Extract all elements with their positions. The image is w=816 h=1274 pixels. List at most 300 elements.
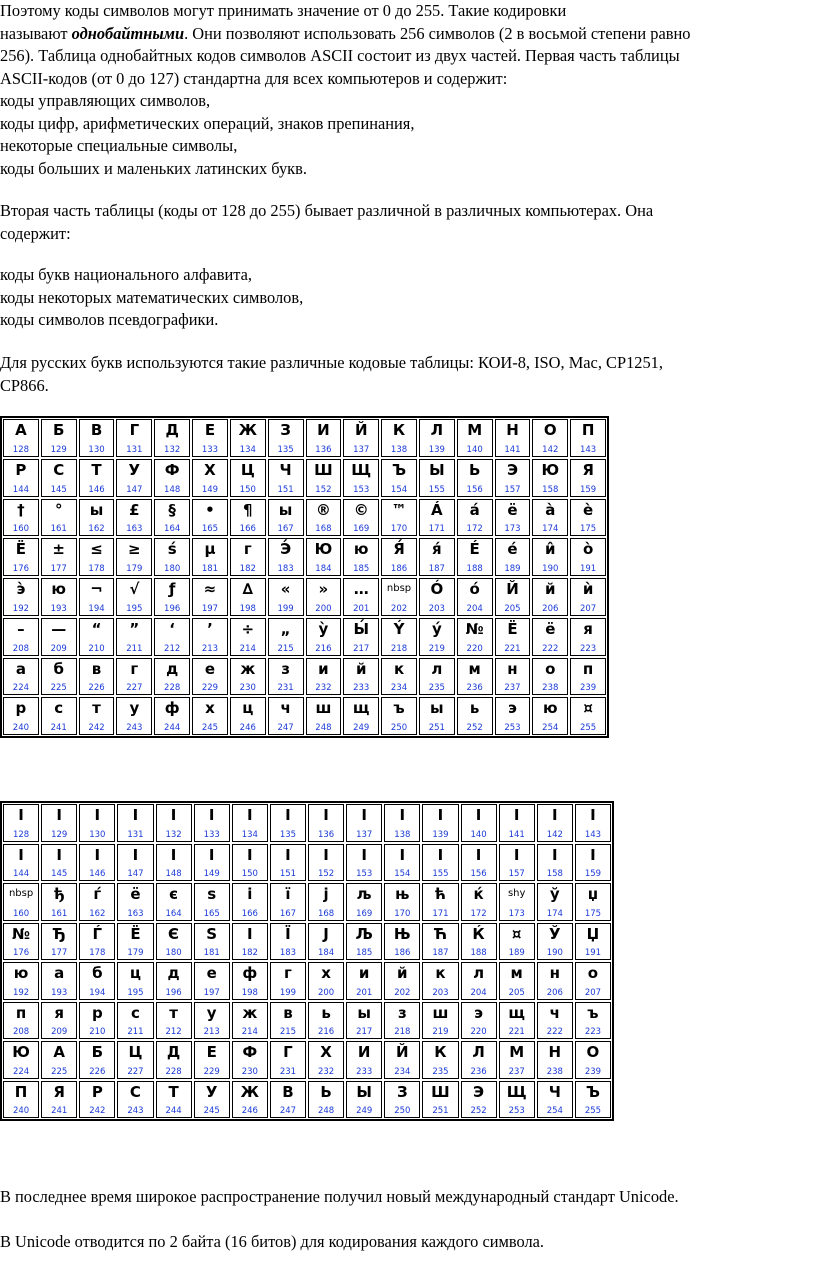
cell-code: 152 xyxy=(317,869,335,879)
table-cell xyxy=(306,658,342,696)
cell-code: 195 xyxy=(126,603,143,614)
cell-character: Р xyxy=(15,460,27,479)
table-cell xyxy=(384,962,420,1000)
cell-character: Њ xyxy=(393,924,411,943)
table-cell xyxy=(346,844,382,882)
cell-code: 196 xyxy=(165,987,182,998)
table-cell xyxy=(192,499,228,537)
cell-character: Э́ xyxy=(280,540,292,559)
cell-character: I xyxy=(247,806,253,824)
cell-code: 238 xyxy=(546,1066,563,1077)
cell-character: ь xyxy=(321,1003,331,1022)
cell-code: 155 xyxy=(432,869,449,879)
cell-character: е xyxy=(206,964,217,982)
cell-code: 160 xyxy=(12,524,30,535)
unicode-paragraph-1: В последнее время широкое распространение получил новый международный стандарт Unicode. xyxy=(0,1187,679,1206)
cell-character: И xyxy=(317,421,330,439)
cell-character: Ќ xyxy=(472,924,485,943)
cell-code: 193 xyxy=(51,987,68,998)
table-cell xyxy=(230,459,266,497)
table-cell xyxy=(343,618,379,656)
cell-character: I xyxy=(323,806,329,824)
cell-character: Ь xyxy=(468,460,481,479)
cell-code: 202 xyxy=(390,603,408,614)
table-cell xyxy=(308,962,344,1000)
table-cell xyxy=(3,618,39,656)
part2-line-2: содержит: xyxy=(0,223,71,243)
table-cell xyxy=(79,419,115,457)
cell-code: 189 xyxy=(508,948,525,958)
cell-character: й xyxy=(355,659,367,678)
table-cell xyxy=(3,962,39,1000)
cell-code: 135 xyxy=(277,444,294,455)
cell-character: Ы xyxy=(356,1082,372,1101)
cell-character: † xyxy=(17,500,25,519)
cell-character: ý xyxy=(431,619,442,638)
cell-character: № xyxy=(12,924,31,943)
cell-code: 194 xyxy=(89,987,106,998)
table-cell xyxy=(41,962,77,1000)
cell-character: Р xyxy=(91,1082,103,1101)
cell-character: я xyxy=(583,619,593,638)
table-cell xyxy=(308,883,344,921)
table-cell xyxy=(461,844,497,882)
cell-code: 153 xyxy=(353,484,370,495)
cell-character: А xyxy=(53,1043,65,1061)
unicode-paragraph-2: В Unicode отводится по 2 байта (16 битов) для кодирования каждого символа. xyxy=(0,1232,545,1251)
table-cell xyxy=(156,844,192,882)
cell-code: 191 xyxy=(579,564,597,574)
table-cell xyxy=(499,1041,535,1079)
cell-code: 131 xyxy=(127,829,144,840)
cell-character: ћ xyxy=(434,885,446,903)
cell-character: С xyxy=(53,460,65,479)
cell-code: 212 xyxy=(164,643,181,654)
table-cell xyxy=(156,1002,192,1040)
cell-character: Ю xyxy=(541,460,560,479)
cell-character: А xyxy=(15,421,27,439)
cell-character: I xyxy=(170,845,177,864)
table-cell xyxy=(384,1002,420,1040)
table-cell xyxy=(156,1081,192,1119)
cell-code: 142 xyxy=(546,829,563,840)
cell-code: 255 xyxy=(584,1106,602,1116)
cell-character: р xyxy=(15,699,27,718)
cell-code: 215 xyxy=(279,1027,297,1037)
cell-character: Д xyxy=(166,1043,181,1061)
table-cell xyxy=(495,618,531,656)
table-cell xyxy=(116,538,152,576)
cell-character: I xyxy=(475,806,482,824)
cell-code: 138 xyxy=(394,829,411,840)
table-cell xyxy=(308,1081,344,1119)
code-table-2 xyxy=(0,801,614,1121)
table-cell xyxy=(232,962,268,1000)
cell-code: 234 xyxy=(394,1066,411,1077)
cell-character: Х xyxy=(204,460,216,479)
cell-character: ш xyxy=(315,699,332,718)
cell-character: В xyxy=(282,1082,294,1101)
table-cell xyxy=(194,804,230,842)
table-cell xyxy=(537,962,573,1000)
cell-character: Ц xyxy=(128,1043,143,1061)
cell-code: 180 xyxy=(164,564,181,574)
cell-character: К xyxy=(392,421,406,439)
table-cell xyxy=(192,697,228,735)
table-cell xyxy=(154,578,190,616)
cell-code: 224 xyxy=(12,683,30,694)
table-cell xyxy=(495,697,531,735)
cell-code: 254 xyxy=(546,1106,563,1116)
table-cell xyxy=(156,1041,192,1079)
cell-character: I xyxy=(247,845,253,864)
table-cell xyxy=(41,697,77,735)
cell-code: 182 xyxy=(241,948,258,958)
cell-code: 143 xyxy=(579,444,597,455)
table-cell xyxy=(532,618,568,656)
cell-code: 228 xyxy=(165,1066,182,1077)
cell-character: Е xyxy=(206,1043,217,1061)
table-cell xyxy=(575,1041,611,1079)
table-cell xyxy=(381,459,417,497)
cell-code: 168 xyxy=(317,908,335,919)
cell-character: я́ xyxy=(432,540,442,559)
table-cell xyxy=(268,419,304,457)
cell-character: ó xyxy=(469,580,480,598)
table-cell xyxy=(268,459,304,497)
cell-character: ѝ xyxy=(582,580,594,598)
table-cell xyxy=(41,923,77,961)
cell-code: 170 xyxy=(394,908,411,919)
cell-code: 146 xyxy=(88,484,105,495)
cell-code: 130 xyxy=(89,829,106,840)
cell-code: 190 xyxy=(542,564,559,574)
table-cell xyxy=(422,1002,458,1040)
cell-character: s xyxy=(207,885,217,903)
table-cell xyxy=(116,499,152,537)
cell-code: 162 xyxy=(88,524,105,535)
table-cell xyxy=(495,538,531,576)
cell-code: 142 xyxy=(542,444,559,455)
cell-character: а xyxy=(15,659,26,678)
intro-line-2 xyxy=(0,23,812,46)
table-cell xyxy=(343,578,379,616)
cell-code: 178 xyxy=(88,564,105,574)
cell-code: 165 xyxy=(201,524,219,535)
cell-code: 251 xyxy=(432,1106,449,1116)
table-cell xyxy=(457,419,493,457)
cell-code: 209 xyxy=(51,1027,68,1037)
cell-character: л xyxy=(473,964,485,982)
table-cell xyxy=(422,844,458,882)
cell-code: 242 xyxy=(88,723,105,733)
cell-code: 201 xyxy=(356,987,373,998)
table-cell xyxy=(346,804,382,842)
table-cell xyxy=(194,1002,230,1040)
table-cell xyxy=(116,419,152,457)
cell-character: • xyxy=(205,500,215,519)
cell-character: I xyxy=(590,845,596,864)
cell-code: 227 xyxy=(127,1066,144,1077)
cell-code: 231 xyxy=(279,1066,297,1077)
cell-code: 217 xyxy=(356,1027,373,1037)
cell-code: 237 xyxy=(508,1066,525,1077)
cell-character: Ў xyxy=(549,924,561,943)
cell-code: 169 xyxy=(356,908,373,919)
table-cell xyxy=(306,618,342,656)
cell-character: б xyxy=(92,964,103,982)
table-cell xyxy=(457,697,493,735)
cell-character: Л xyxy=(472,1043,485,1061)
table-cell xyxy=(381,618,417,656)
cell-code: 154 xyxy=(390,484,408,495)
cell-character: н xyxy=(507,659,518,678)
table-cell xyxy=(79,1081,115,1119)
encodings-line-1: Для русских букв используются такие различные кодовые таблицы: КОИ-8, ISO, Mac, CP1251, xyxy=(0,353,663,372)
cell-code: 171 xyxy=(432,908,449,919)
table-cell xyxy=(3,1081,39,1119)
table-cell xyxy=(419,499,455,537)
cell-character: nbsp xyxy=(8,888,34,899)
table-cell xyxy=(461,923,497,961)
list-item: коды букв национального алфавита, xyxy=(0,265,252,284)
table-cell xyxy=(495,578,531,616)
cell-character: ы xyxy=(430,699,444,718)
cell-code: 149 xyxy=(203,869,220,879)
cell-code: 159 xyxy=(579,484,597,495)
cell-character: I xyxy=(56,806,62,824)
table-cell xyxy=(3,419,39,457)
cell-code: 249 xyxy=(353,723,370,733)
table-cell xyxy=(537,923,573,961)
cell-character: I xyxy=(132,845,139,864)
table-cell xyxy=(192,578,228,616)
table-cell xyxy=(41,419,77,457)
table-cell xyxy=(268,658,304,696)
table-cell xyxy=(495,459,531,497)
cell-character: х xyxy=(205,699,215,718)
table-cell xyxy=(570,578,606,616)
table-cell xyxy=(79,923,115,961)
cell-character: М xyxy=(509,1043,525,1061)
cell-code: 172 xyxy=(466,524,483,535)
cell-code: 164 xyxy=(165,908,182,919)
table-cell xyxy=(79,804,115,842)
cell-character: э̀ xyxy=(16,580,26,598)
table-cell xyxy=(495,658,531,696)
cell-character: з xyxy=(281,659,290,678)
cell-character: √ xyxy=(129,580,140,598)
table-cell xyxy=(117,923,153,961)
cell-character: I xyxy=(56,845,62,864)
cell-code: 160 xyxy=(12,908,30,919)
cell-code: 130 xyxy=(88,444,105,455)
table-cell xyxy=(268,499,304,537)
cell-character: и̂ xyxy=(545,540,556,559)
cell-character: é xyxy=(507,540,518,559)
cell-character: п xyxy=(15,1003,27,1022)
cell-character: Ё xyxy=(130,924,141,943)
cell-character: ъ xyxy=(393,699,405,718)
cell-code: 154 xyxy=(394,869,411,879)
cell-code: 209 xyxy=(50,643,67,654)
cell-code: 220 xyxy=(470,1027,487,1037)
cell-character: л xyxy=(431,659,443,678)
table-cell xyxy=(117,844,153,882)
cell-character: Ы xyxy=(429,460,445,479)
table-cell xyxy=(194,1041,230,1079)
cell-code: 216 xyxy=(315,643,332,654)
table-cell xyxy=(499,1002,535,1040)
table-cell xyxy=(532,459,568,497)
table-cell xyxy=(117,1041,153,1079)
cell-character: I xyxy=(361,806,367,824)
table-cell xyxy=(537,844,573,882)
cell-character: Ъ xyxy=(391,460,407,479)
table-cell xyxy=(306,697,342,735)
cell-code: 248 xyxy=(317,1106,335,1116)
table-cell xyxy=(192,459,228,497)
cell-code: 141 xyxy=(508,829,525,840)
cell-character: П xyxy=(581,421,595,439)
cell-character: à xyxy=(545,500,556,519)
table-cell xyxy=(3,459,39,497)
intro-line-3: 256). Таблица однобайтных кодов символов ASCII состоит из двух частей. Первая часть таблицы xyxy=(0,46,680,65)
table-cell xyxy=(79,697,115,735)
cell-code: 162 xyxy=(89,908,106,919)
cell-code: 128 xyxy=(12,444,30,455)
cell-code: 212 xyxy=(165,1027,182,1037)
cell-code: 146 xyxy=(89,869,106,879)
table-cell xyxy=(3,538,39,576)
cell-code: 199 xyxy=(279,987,297,998)
cell-code: 189 xyxy=(504,564,521,574)
cell-code: 148 xyxy=(165,869,182,879)
table-cell xyxy=(461,1081,497,1119)
cell-code: 140 xyxy=(466,444,483,455)
cell-character: Э xyxy=(473,1082,485,1101)
cell-character: ў xyxy=(549,885,560,903)
table-cell xyxy=(270,804,306,842)
cell-code: 208 xyxy=(12,1027,30,1037)
table-cell xyxy=(116,697,152,735)
table-cell xyxy=(230,658,266,696)
table-cell xyxy=(230,499,266,537)
table-cell xyxy=(419,578,455,616)
cell-character: § xyxy=(168,500,176,519)
cell-character: Я́ xyxy=(393,540,405,559)
table-cell xyxy=(117,804,153,842)
table-cell xyxy=(575,844,611,882)
cell-character: « xyxy=(280,580,291,598)
cell-code: 203 xyxy=(432,987,449,998)
cell-character: I xyxy=(552,806,558,824)
cell-character: є xyxy=(169,885,179,903)
cell-code: 216 xyxy=(317,1027,335,1037)
cell-character: Ь xyxy=(320,1082,332,1101)
cell-character: ° xyxy=(54,500,63,519)
table-cell xyxy=(422,923,458,961)
cell-code: 245 xyxy=(203,1106,220,1116)
table-cell xyxy=(3,1002,39,1040)
cell-character: б xyxy=(53,659,64,678)
intro-line-4: ASCII-кодов (от 0 до 127) стандартна для всех компьютеров и содержит: xyxy=(0,68,508,88)
table-cell xyxy=(384,1081,420,1119)
table-cell xyxy=(461,1002,497,1040)
cell-character: э xyxy=(474,1003,484,1022)
cell-code: 210 xyxy=(88,643,105,654)
cell-code: 161 xyxy=(50,524,67,535)
cell-code: 229 xyxy=(203,1066,220,1077)
cell-code: 254 xyxy=(542,723,559,733)
cell-character: Ж xyxy=(238,421,257,439)
cell-code: 253 xyxy=(504,723,521,733)
table-cell xyxy=(41,578,77,616)
cell-character: I xyxy=(170,806,177,824)
cell-code: 247 xyxy=(277,723,294,733)
table-cell xyxy=(41,459,77,497)
cell-character: д xyxy=(166,659,179,678)
cell-character: ś xyxy=(167,540,177,559)
table-cell xyxy=(575,1002,611,1040)
cell-code: 157 xyxy=(504,484,521,495)
cell-code: 151 xyxy=(277,484,294,495)
cell-code: 185 xyxy=(353,564,370,574)
intro-line-2-pre: называют xyxy=(0,23,72,43)
cell-code: 187 xyxy=(428,564,445,574)
cell-code: 179 xyxy=(126,564,143,574)
cell-code: 224 xyxy=(12,1066,30,1077)
table-cell xyxy=(308,1041,344,1079)
cell-character: х xyxy=(321,964,331,982)
cell-code: 214 xyxy=(239,643,256,654)
cell-code: 139 xyxy=(428,444,445,455)
table-cell xyxy=(419,538,455,576)
cell-character: Н xyxy=(548,1043,562,1061)
cell-character: Ч xyxy=(279,460,292,479)
table-cell xyxy=(79,578,115,616)
cell-code: 230 xyxy=(239,683,256,694)
cell-character: Ф xyxy=(242,1043,258,1061)
cell-code: 220 xyxy=(466,643,483,654)
cell-character: ч xyxy=(549,1003,560,1022)
cell-code: 186 xyxy=(390,564,408,574)
cell-character: В xyxy=(90,421,103,439)
list-item: некоторые специальные символы, xyxy=(0,136,238,155)
cell-code: 136 xyxy=(317,829,335,840)
table-cell xyxy=(156,804,192,842)
cell-character: ю xyxy=(51,580,67,598)
table-cell xyxy=(575,883,611,921)
table-cell xyxy=(232,1041,268,1079)
cell-code: 251 xyxy=(428,723,445,733)
table-cell xyxy=(419,459,455,497)
cell-character: о xyxy=(545,659,556,678)
table-cell xyxy=(537,804,573,842)
cell-code: 176 xyxy=(12,564,30,574)
cell-code: 237 xyxy=(504,683,521,694)
cell-code: 176 xyxy=(12,948,30,958)
cell-code: 131 xyxy=(126,444,143,455)
cell-code: 161 xyxy=(51,908,68,919)
cell-code: 166 xyxy=(241,908,258,919)
cell-character: ф xyxy=(164,699,180,718)
table-cell xyxy=(3,844,39,882)
cell-code: 235 xyxy=(428,683,445,694)
cell-character: Т xyxy=(168,1082,179,1101)
cell-character: ™ xyxy=(391,500,407,519)
cell-character: Ѓ xyxy=(92,924,103,943)
